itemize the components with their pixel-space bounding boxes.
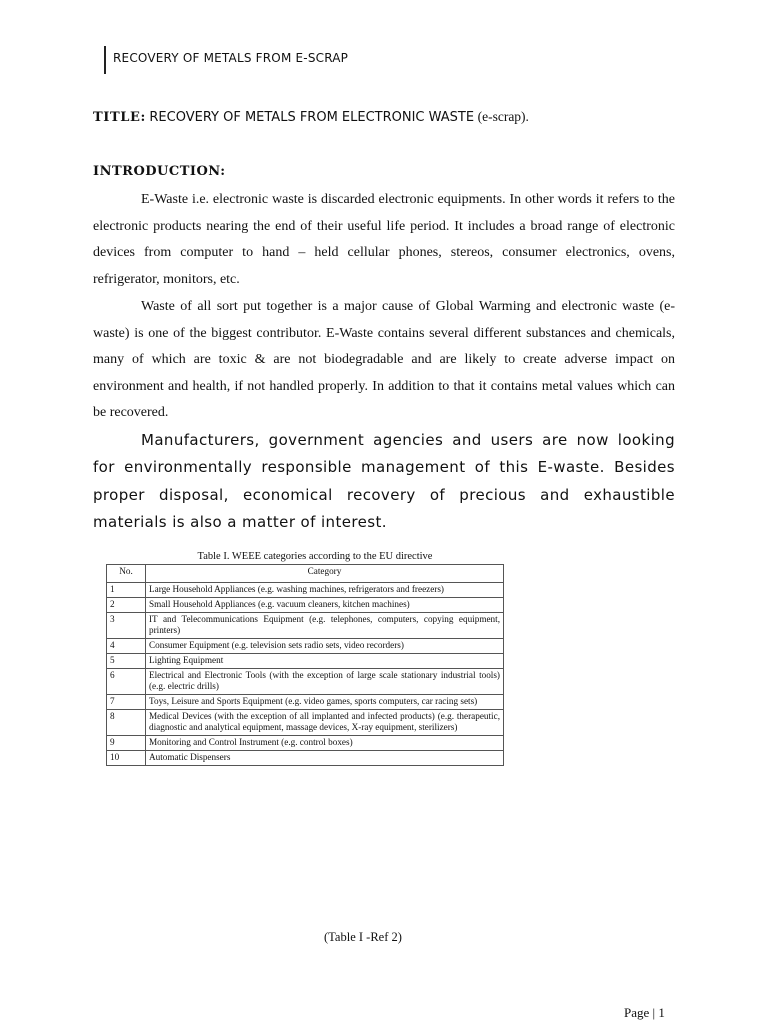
header-category: Category (146, 565, 504, 583)
running-header-text: RECOVERY OF METALS FROM E-SCRAP (113, 51, 349, 65)
title-text: RECOVERY OF METALS FROM ELECTRONIC WASTE (149, 110, 475, 125)
table-row (107, 583, 504, 598)
row-number: 5 (107, 654, 146, 669)
row-number: 8 (107, 710, 146, 736)
row-category: IT and Telecommunications Equipment (e.g. telephones, computers, copying equipment, printers) (146, 613, 504, 639)
table-row (107, 710, 504, 736)
running-header (104, 46, 348, 74)
title-suffix: (e-scrap). (477, 109, 529, 124)
title-label: TITLE: (93, 110, 146, 125)
table-row (107, 613, 504, 639)
row-number: 9 (107, 736, 146, 751)
intro-paragraph-2: Waste of all sort put together is a major cause of Global Warming and electronic waste (e-waste) is one of the biggest contributor. E-Waste contains several different substances and chemicals, many of which are toxic & are not biodegradable and are likely to create adverse impact on environment and health, if not handled properly. In addition to that it contains metal values which can be recovered. (93, 299, 675, 421)
row-category: Small Household Appliances (e.g. vacuum cleaners, kitchen machines) (146, 598, 504, 613)
intro-paragraph-3: Manufacturers, government agencies and users are now looking for environmentally responsible management of this E-waste. Besides proper disposal, economical recovery of precious and exhaustible materials is also a matter of interest. (93, 431, 675, 531)
row-category: Medical Devices (with the exception of all implanted and infected products) (e.g. therapeutic, diagnostic and analytical equipment, massage devices, X-ray equipment, sterilizers) (146, 710, 504, 736)
row-category: Monitoring and Control Instrument (e.g. control boxes) (146, 736, 504, 751)
row-category: Toys, Leisure and Sports Equipment (e.g. video games, sports computers, car racing sets) (146, 695, 504, 710)
table-body (107, 583, 504, 766)
weee-categories-table (106, 564, 504, 766)
table-row (107, 669, 504, 695)
table-row (107, 695, 504, 710)
intro-paragraph-1: E-Waste i.e. electronic waste is discarded electronic equipments. In other words it refers to the electronic products nearing the end of their useful life period. It includes a broad range of electronic devices from computer to hand – held cellular phones, stereos, consumer electronics, ovens, refrigerator, monitors, etc. (93, 192, 675, 287)
table-caption: Table I. WEEE categories according to the EU directive (197, 551, 433, 562)
table-row (107, 639, 504, 654)
table-row (107, 598, 504, 613)
row-number: 4 (107, 639, 146, 654)
row-category: Automatic Dispensers (146, 751, 504, 766)
row-number: 3 (107, 613, 146, 639)
page-number: Page | 1 (624, 1005, 665, 1020)
document-title (93, 109, 529, 126)
table-row (107, 736, 504, 751)
row-number: 7 (107, 695, 146, 710)
introduction-heading: INTRODUCTION: (93, 164, 226, 179)
table-header-row (107, 565, 504, 583)
weee-table-block (106, 551, 504, 766)
row-category: Lighting Equipment (146, 654, 504, 669)
row-number: 10 (107, 751, 146, 766)
row-category: Large Household Appliances (e.g. washing machines, refrigerators and freezers) (146, 583, 504, 598)
row-category: Consumer Equipment (e.g. television sets radio sets, video recorders) (146, 639, 504, 654)
table-row (107, 654, 504, 669)
table-row (107, 751, 504, 766)
row-number: 6 (107, 669, 146, 695)
header-no: No. (107, 565, 146, 583)
table-reference: (Table I -Ref 2) (324, 930, 402, 944)
row-category: Electrical and Electronic Tools (with the exception of large scale stationary industrial tools) (e.g. electric drills) (146, 669, 504, 695)
row-number: 2 (107, 598, 146, 613)
row-number: 1 (107, 583, 146, 598)
